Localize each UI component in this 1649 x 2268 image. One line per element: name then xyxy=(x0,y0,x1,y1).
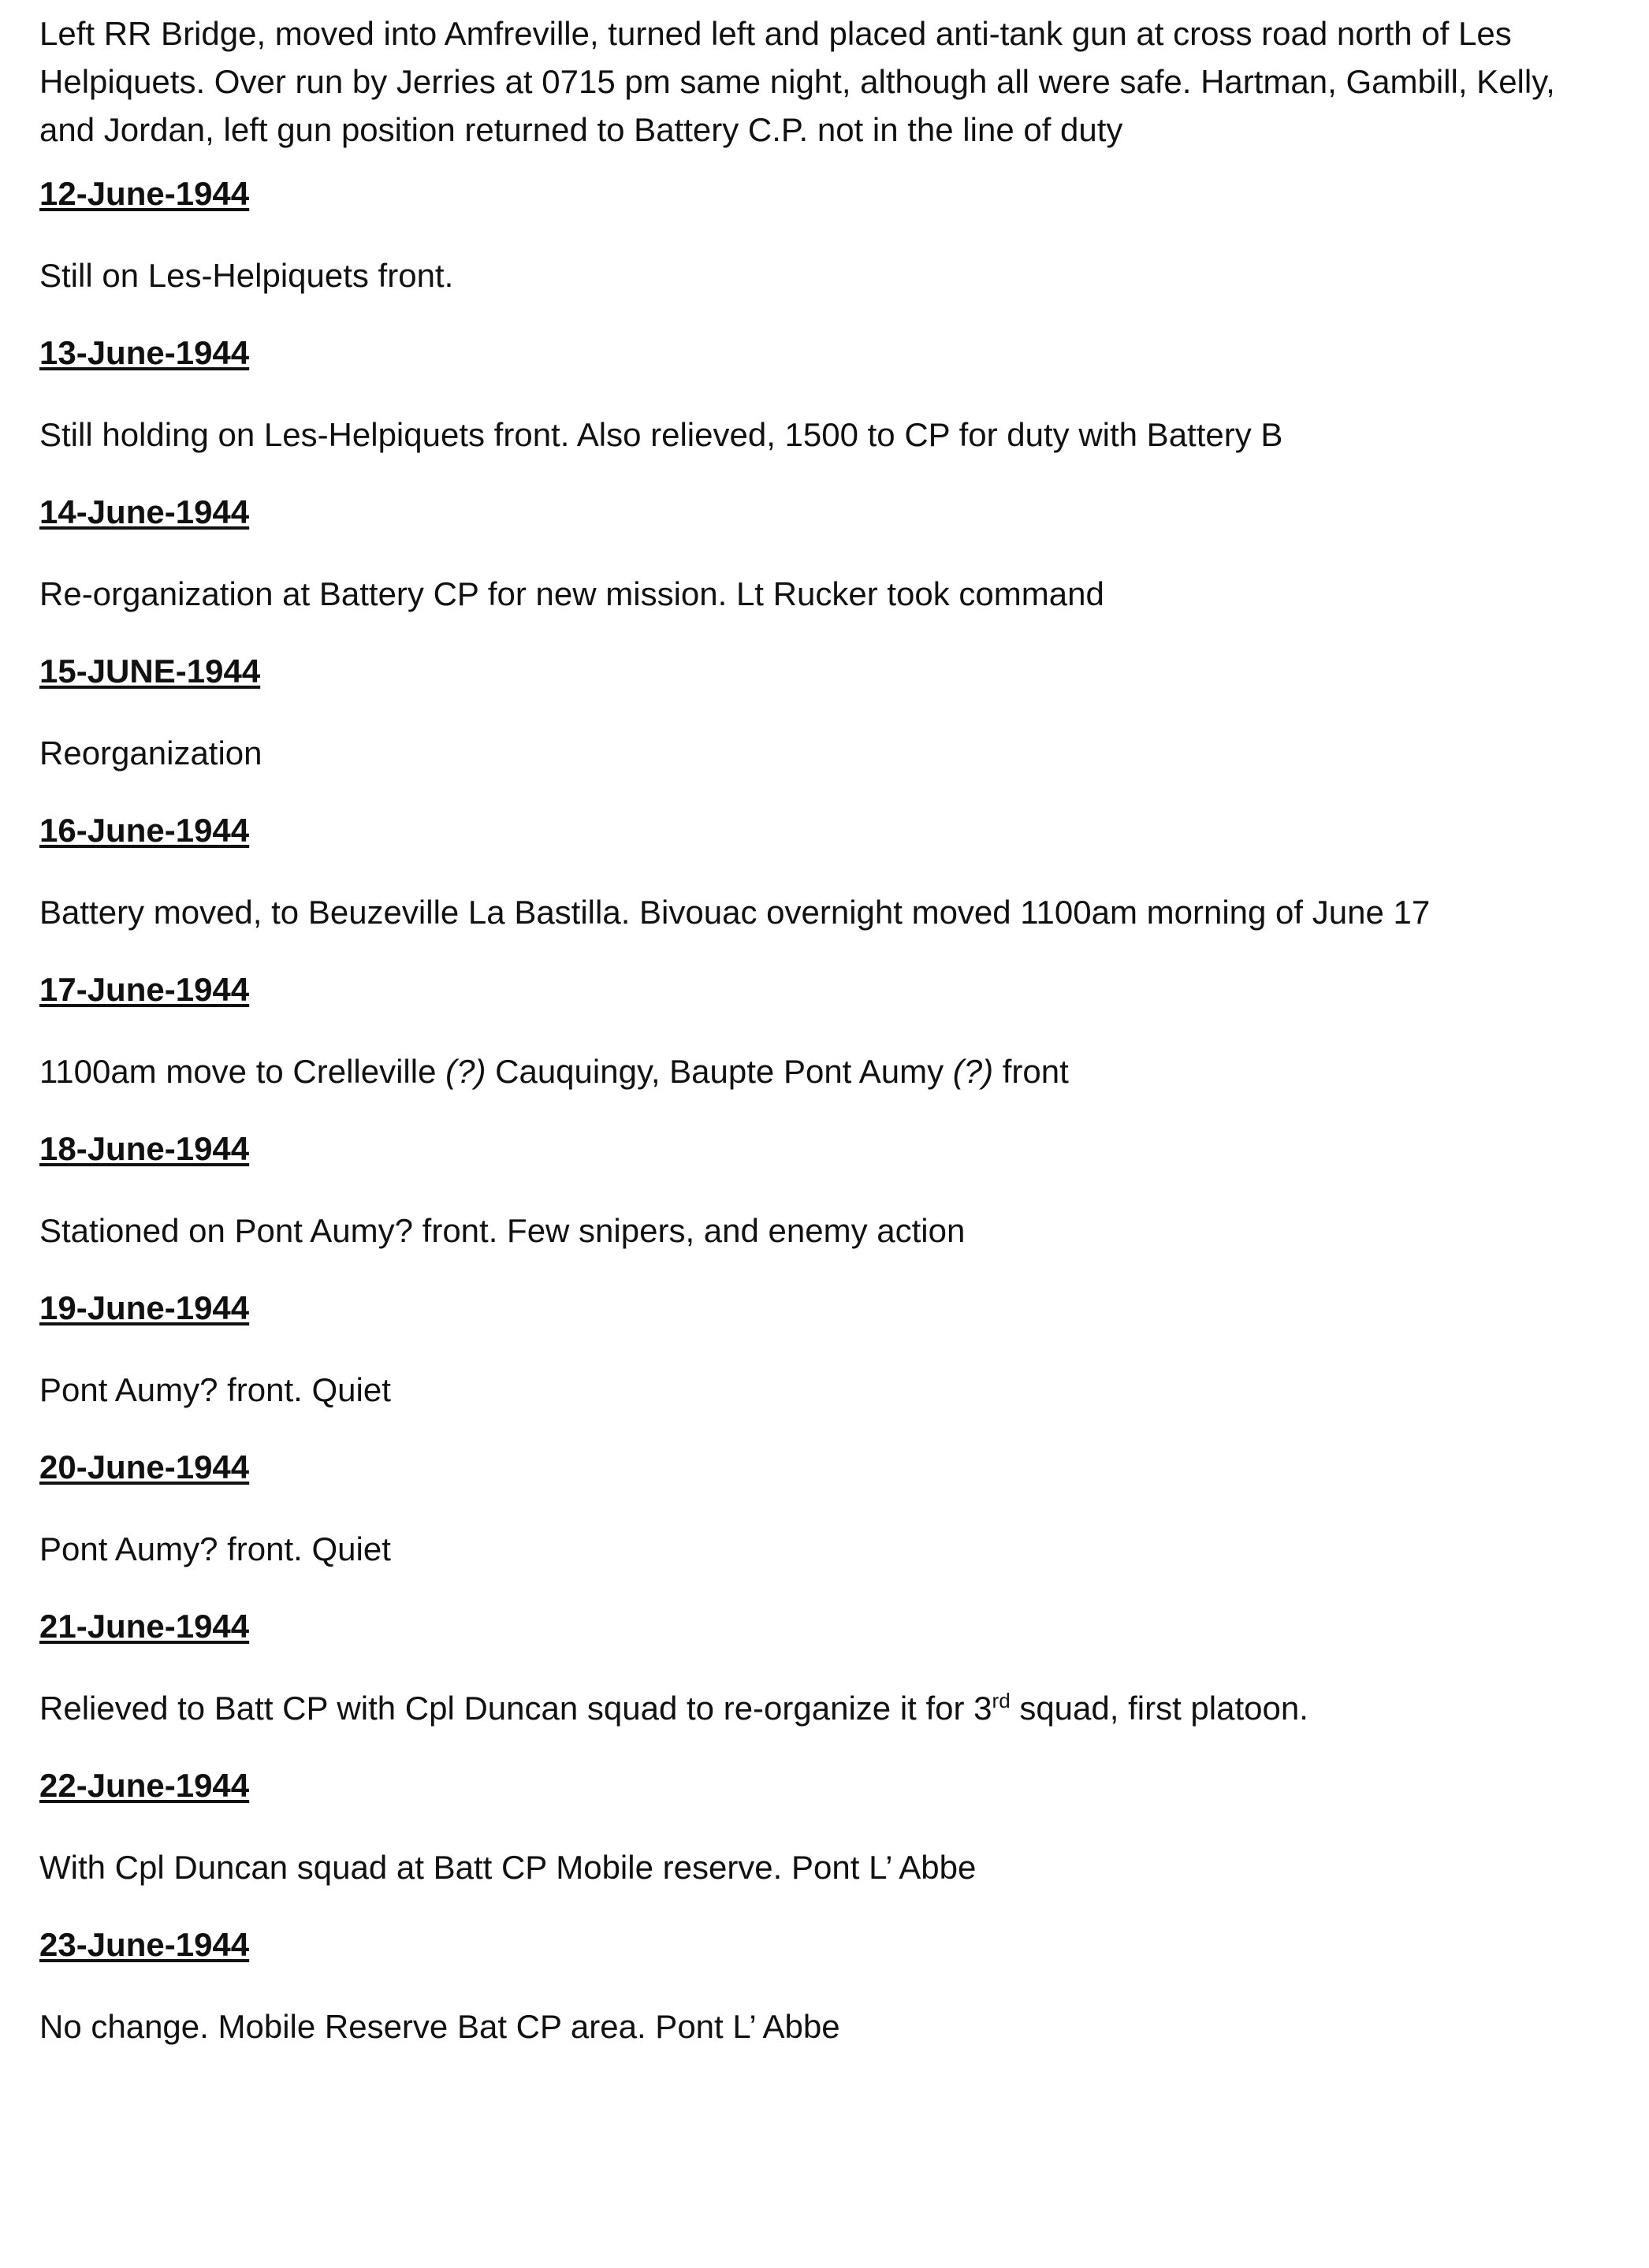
entry-text: With Cpl Duncan squad at Batt CP Mobile reserve. Pont L’ Abbe xyxy=(39,1849,977,1886)
entry-text: Stationed on Pont Aumy? front. Few snipers, and enemy action xyxy=(39,1212,966,1249)
entry-text-segment: squad, first platoon. xyxy=(1010,1690,1308,1727)
entry-text-segment: 1100am move to Crelleville xyxy=(39,1053,446,1090)
uncertain-mark: (?) xyxy=(445,1053,486,1090)
entry-text-segment: Relieved to Batt CP with Cpl Duncan squad to re-organize it for 3 xyxy=(39,1690,992,1727)
entry-text: Pont Aumy? front. Quiet xyxy=(39,1530,391,1567)
entry-date: 23-June-1944 xyxy=(39,1926,250,1963)
entry-text: Reorganization xyxy=(39,734,262,771)
entry-date: 22-June-1944 xyxy=(39,1767,250,1804)
entry-date: 18-June-1944 xyxy=(39,1130,250,1167)
ordinal-suffix: rd xyxy=(992,1689,1011,1712)
entry-text: Still on Les-Helpiquets front. xyxy=(39,257,454,294)
entry-text: Battery moved, to Beuzeville La Bastilla. Bivouac overnight moved 1100am morning of June 17 xyxy=(39,894,1431,931)
entry-date: 12-June-1944 xyxy=(39,175,250,212)
entry-text-segment: front xyxy=(993,1053,1069,1090)
entry-date: 17-June-1944 xyxy=(39,971,250,1008)
entry-date: 20-June-1944 xyxy=(39,1448,250,1485)
entry-date: 19-June-1944 xyxy=(39,1289,250,1326)
entry-date: 15-JUNE-1944 xyxy=(39,653,261,690)
entry-date: 14-June-1944 xyxy=(39,493,250,530)
entry-text-segment: Cauquingy, Baupte Pont Aumy xyxy=(486,1053,953,1090)
entry-text: Pont Aumy? front. Quiet xyxy=(39,1371,391,1408)
entry-date: 16-June-1944 xyxy=(39,812,250,849)
entry-text: Still holding on Les-Helpiquets front. Also relieved, 1500 to CP for duty with Battery B xyxy=(39,416,1283,453)
uncertain-mark: (?) xyxy=(952,1053,994,1090)
document-page xyxy=(39,9,1608,2084)
intro-paragraph: Left RR Bridge, moved into Amfreville, turned left and placed anti-tank gun at cross road north of Les Helpiquets. Over run by Jerries at 0715 pm same night, although all were safe. Hartman, Gambill, Kelly, and Jordan, left gun position returned to Battery C.P. not in the line of duty xyxy=(39,15,1555,148)
entry-text: Re-organization at Battery CP for new mission. Lt Rucker took command xyxy=(39,575,1104,612)
entry-text: No change. Mobile Reserve Bat CP area. Pont L’ Abbe xyxy=(39,2008,840,2045)
entry-date: 13-June-1944 xyxy=(39,334,250,371)
entry-date: 21-June-1944 xyxy=(39,1608,250,1645)
entry-text xyxy=(39,1051,1608,1092)
entry-text xyxy=(39,1688,1608,1729)
